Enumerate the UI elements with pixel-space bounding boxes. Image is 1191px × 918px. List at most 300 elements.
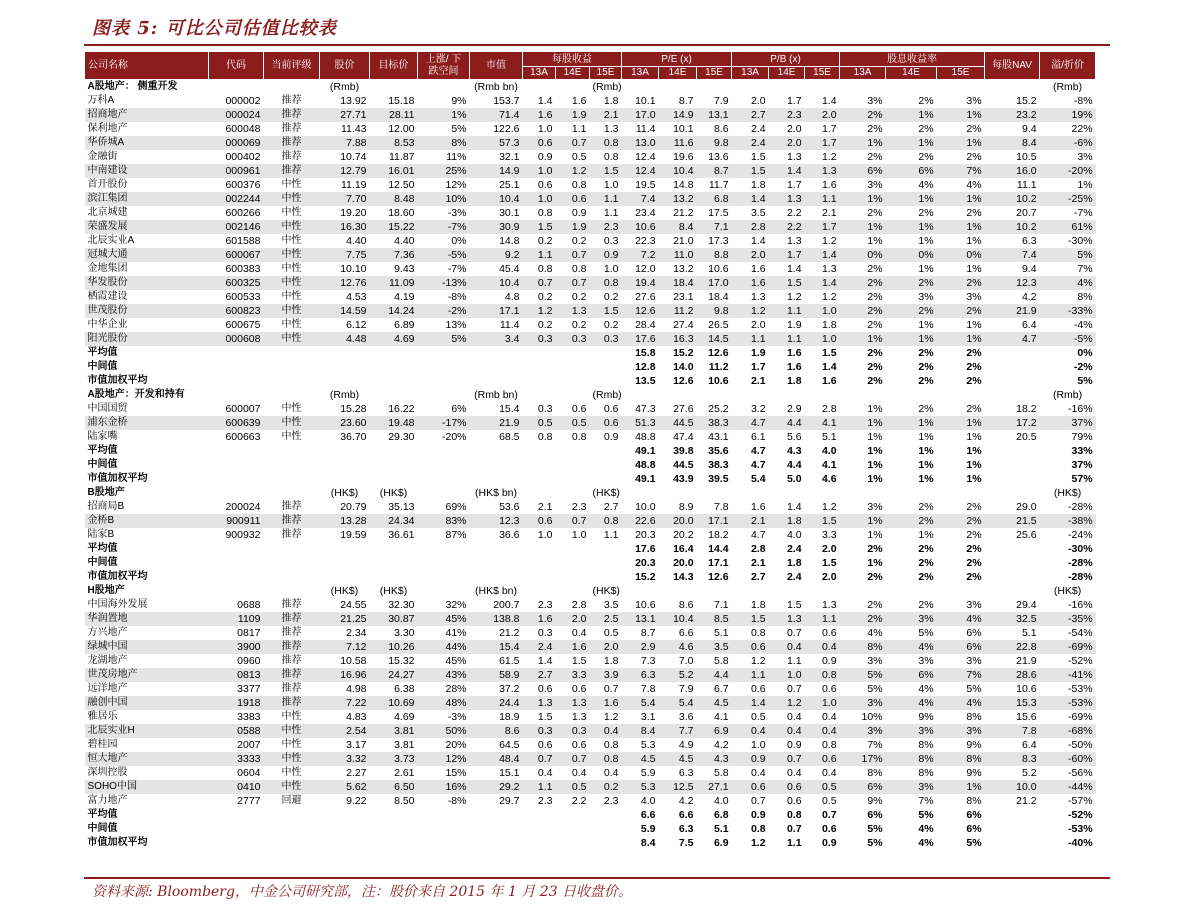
table-cell: 1.2 <box>786 291 802 303</box>
table-cell: 8.7 <box>697 164 732 178</box>
row-label: 陆家B <box>87 529 115 540</box>
table-cell: 中性 <box>264 332 320 346</box>
table-cell: 2% <box>966 543 982 555</box>
table-cell: 1% <box>937 780 985 794</box>
table-cell <box>264 346 320 360</box>
table-cell: 3% <box>937 724 985 738</box>
table-cell: 12.6 <box>708 347 729 359</box>
table-cell: 39.5 <box>708 473 729 485</box>
table-cell: -4% <box>1073 319 1093 331</box>
table-row <box>85 108 1110 122</box>
table-cell: 0.2 <box>603 291 619 303</box>
table-cell: 43.9 <box>673 473 694 485</box>
table-cell: 10.6 <box>635 599 656 611</box>
table-cell: 1.3 <box>556 304 590 318</box>
table-cell: 29.0 <box>1016 501 1037 513</box>
table-cell: 9% <box>451 95 467 107</box>
table-cell: 1.0 <box>537 123 553 135</box>
table-cell: 0.8 <box>537 431 553 443</box>
table-cell: 4.4 <box>697 668 732 682</box>
table-cell: -7% <box>447 263 467 275</box>
table-cell: 10.4 <box>659 164 697 178</box>
table-cell: 22.3 <box>635 235 656 247</box>
table-cell: 0.5 <box>603 627 619 639</box>
table-cell: 18.9 <box>499 711 520 723</box>
row-label: 方兴地产 <box>87 627 128 638</box>
table-cell: 7% <box>867 739 883 751</box>
table-cell: 1.5 <box>750 151 766 163</box>
table-cell: 1% <box>918 319 934 331</box>
table-cell: 2% <box>937 276 985 290</box>
table-cell: 2% <box>966 557 982 569</box>
table-cell: 5% <box>966 683 982 695</box>
table-cell <box>886 584 937 598</box>
table-cell: 4.69 <box>370 332 418 346</box>
table-cell: 1.8 <box>750 599 766 611</box>
col-nav-header: 每股NAV <box>985 52 1040 80</box>
table-cell: 6.8 <box>697 192 732 206</box>
table-cell: 21.9 <box>1016 655 1037 667</box>
table-cell: 36.70 <box>340 431 367 443</box>
table-cell: 6.7 <box>713 683 729 695</box>
table-cell: 5.8 <box>713 767 729 779</box>
table-cell: 9.2 <box>470 248 523 262</box>
table-cell: 2% <box>918 347 934 359</box>
table-cell: -6% <box>1040 136 1096 150</box>
summary-row <box>85 822 1110 836</box>
table-cell: 1918 <box>209 696 264 710</box>
table-cell: 7.75 <box>320 248 370 262</box>
table-cell <box>556 444 590 458</box>
table-cell: 3% <box>966 655 982 667</box>
table-cell: 15.2 <box>673 347 694 359</box>
table-cell: 7.9 <box>678 683 694 695</box>
table-cell: 8.7 <box>640 627 656 639</box>
table-cell: 600383 <box>225 263 261 275</box>
table-cell: 2% <box>918 151 934 163</box>
table-cell: 2% <box>918 403 934 415</box>
section-row <box>85 584 1110 598</box>
table-cell <box>590 472 622 486</box>
table-cell: 推荐 <box>281 627 302 638</box>
table-cell: 14.8 <box>673 179 694 191</box>
table-cell <box>886 80 937 95</box>
table-cell <box>418 346 470 360</box>
table-cell <box>556 346 590 360</box>
table-cell: -53% <box>1040 696 1096 710</box>
table-cell: 1.1 <box>805 612 840 626</box>
table-cell: 1.1 <box>571 123 587 135</box>
table-cell: 37.2 <box>499 683 520 695</box>
table-cell: 6% <box>966 823 982 835</box>
table-cell: 2% <box>840 612 886 626</box>
table-cell <box>659 80 697 95</box>
summary-row <box>85 444 1110 458</box>
table-cell: 39.8 <box>673 445 694 457</box>
table-cell: 1.7 <box>821 123 837 135</box>
table-cell: 44% <box>418 640 470 654</box>
table-cell: 5.1 <box>821 431 837 443</box>
table-row <box>85 696 1110 710</box>
table-cell: 10.2 <box>985 192 1040 206</box>
year-header: 13A <box>622 67 659 80</box>
table-cell: 8.6 <box>678 599 694 611</box>
table-cell: 16% <box>418 780 470 794</box>
table-cell: -17% <box>418 416 470 430</box>
table-cell <box>985 458 1040 472</box>
table-cell: 2.1 <box>590 108 622 122</box>
table-cell: 2% <box>867 291 883 303</box>
table-cell: 33% <box>1071 445 1093 457</box>
table-cell: 13.1 <box>697 108 732 122</box>
table-cell: 13.2 <box>659 192 697 206</box>
table-cell <box>590 458 622 472</box>
table-cell: 3% <box>1077 151 1093 163</box>
table-cell: 4.83 <box>346 711 367 723</box>
table-cell: 7.8 <box>713 501 729 513</box>
col-mktcap-header: 市值 <box>470 52 523 80</box>
table-cell: 0.5 <box>571 151 587 163</box>
table-cell <box>556 808 590 822</box>
table-cell: 0.7 <box>821 809 837 821</box>
table-cell: 5.6 <box>786 431 802 443</box>
table-cell: 1.8 <box>769 514 805 528</box>
table-cell: 15.22 <box>370 220 418 234</box>
table-row <box>85 192 1110 206</box>
table-cell: 7.8 <box>985 724 1040 738</box>
table-cell: 3% <box>867 95 883 107</box>
table-cell: 1.2 <box>556 164 590 178</box>
table-cell: 29.7 <box>499 795 520 807</box>
table-cell: 4.19 <box>394 291 415 303</box>
table-cell: 0.9 <box>821 837 837 849</box>
table-cell: 0.3 <box>590 332 622 346</box>
table-cell: 1.1 <box>523 248 556 262</box>
table-cell <box>209 458 264 472</box>
table-cell <box>418 486 470 500</box>
table-cell: 1% <box>867 473 883 485</box>
table-cell: 29.2 <box>470 780 523 794</box>
table-cell: 4.69 <box>394 711 415 723</box>
table-cell: 11% <box>446 151 467 163</box>
table-cell: 7% <box>937 164 985 178</box>
table-cell: 1.6 <box>821 375 837 387</box>
table-cell: 3333 <box>209 752 264 766</box>
table-cell: 1% <box>918 459 934 471</box>
table-cell: 11.43 <box>341 123 367 135</box>
table-cell: 6.4 <box>1021 739 1037 751</box>
table-cell: 中性 <box>281 235 302 246</box>
table-cell <box>769 486 805 500</box>
table-cell <box>805 584 840 598</box>
table-cell: 2.4 <box>786 571 802 583</box>
table-cell: 16.01 <box>370 164 418 178</box>
table-cell: 5% <box>966 837 982 849</box>
table-cell: 1.6 <box>750 501 766 513</box>
table-cell: 2% <box>918 571 934 583</box>
table-cell: 6.3 <box>1021 235 1037 247</box>
table-cell: 4.7 <box>750 529 766 541</box>
table-cell: 30.87 <box>370 612 418 626</box>
year-header: 15E <box>805 67 840 80</box>
table-cell: 2.3 <box>537 795 553 807</box>
table-cell: 0.6 <box>821 627 837 639</box>
table-cell: 1.4 <box>821 95 837 107</box>
table-cell: 2.3 <box>590 220 622 234</box>
table-cell: 1% <box>418 108 470 122</box>
table-cell: 2% <box>918 123 934 135</box>
table-cell: 3.5 <box>603 599 619 611</box>
table-cell: 0.8 <box>590 136 622 150</box>
col-price-header: 股价 <box>320 52 370 80</box>
table-cell <box>470 458 523 472</box>
row-label: 保利地产 <box>87 123 128 134</box>
table-cell: 10.2 <box>985 220 1040 234</box>
table-cell: 8% <box>1077 291 1093 303</box>
table-cell: 1.4 <box>805 248 840 262</box>
table-body <box>85 80 1110 851</box>
table-cell: 17.5 <box>708 207 729 219</box>
table-cell: 4.2 <box>1021 291 1037 303</box>
table-cell: 0.2 <box>537 319 553 331</box>
row-label: B股地产 <box>87 487 125 498</box>
table-cell: 8% <box>867 767 883 779</box>
table-cell: 4% <box>867 627 883 639</box>
table-cell: 15.3 <box>985 696 1040 710</box>
table-cell: 7.12 <box>320 640 370 654</box>
table-cell: 2% <box>966 571 982 583</box>
table-cell: 20.79 <box>340 501 367 513</box>
table-cell: 153.7 <box>493 95 520 107</box>
table-cell <box>418 80 470 95</box>
table-cell: 17.6 <box>635 543 656 555</box>
table-cell <box>1096 584 1110 598</box>
table-cell: 2.9 <box>622 640 659 654</box>
table-cell: 2.8 <box>571 599 587 611</box>
table-cell: 6% <box>840 780 886 794</box>
table-cell: -53% <box>1068 823 1093 835</box>
table-cell: 2.3 <box>603 795 619 807</box>
table-cell: -35% <box>1040 612 1096 626</box>
table-cell: 推荐 <box>264 514 320 528</box>
table-cell: 0.6 <box>821 683 837 695</box>
table-cell: 2% <box>966 375 982 387</box>
table-cell: 1.5 <box>590 164 622 178</box>
table-cell <box>370 388 418 402</box>
table-cell <box>320 556 370 570</box>
table-cell <box>209 472 264 486</box>
table-cell: 0.8 <box>537 207 553 219</box>
table-cell: 1% <box>918 431 934 443</box>
table-cell <box>370 822 418 836</box>
table-cell: 4.4 <box>786 459 802 471</box>
table-cell <box>697 486 732 500</box>
table-cell: (Rmb) <box>592 389 622 401</box>
table-cell: 0.7 <box>556 136 590 150</box>
table-row <box>85 668 1110 682</box>
table-cell: 19.59 <box>340 529 367 541</box>
row-label: 中国海外发展 <box>87 599 148 610</box>
table-cell: 0410 <box>209 780 264 794</box>
table-cell: 0.9 <box>732 752 769 766</box>
row-label: 市值加权平均 <box>87 375 148 386</box>
table-cell: 1.3 <box>750 291 766 303</box>
table-cell: 3900 <box>209 640 264 654</box>
summary-row <box>85 556 1110 570</box>
table-row <box>85 598 1110 612</box>
table-cell: 2% <box>918 361 934 373</box>
year-header: 13A <box>523 67 556 80</box>
table-cell: 1% <box>886 220 937 234</box>
row-label: 首开股份 <box>87 179 128 190</box>
table-cell <box>418 388 470 402</box>
row-label: H股地产 <box>87 585 125 596</box>
table-cell: 13.92 <box>340 95 367 107</box>
table-cell: 1.3 <box>556 696 590 710</box>
table-cell <box>1096 486 1110 500</box>
table-cell: 2.3 <box>769 108 805 122</box>
table-cell <box>470 374 523 388</box>
table-cell: 7.4 <box>622 192 659 206</box>
table-cell: 0.4 <box>603 767 619 779</box>
table-cell: 0.4 <box>571 767 587 779</box>
table-cell <box>264 570 320 584</box>
table-cell: 600823 <box>209 304 264 318</box>
table-cell: 8.4 <box>640 837 656 849</box>
table-cell <box>418 584 470 598</box>
table-cell: 3.4 <box>470 332 523 346</box>
table-cell: 推荐 <box>264 108 320 122</box>
table-cell: 4.5 <box>697 696 732 710</box>
table-cell: 600533 <box>225 291 261 303</box>
table-cell: 推荐 <box>264 136 320 150</box>
table-cell: 2.2 <box>786 207 802 219</box>
row-label: 中间值 <box>87 459 118 470</box>
table-cell: 32.1 <box>499 151 520 163</box>
table-cell: 1.5 <box>732 164 769 178</box>
table-cell: 4.5 <box>622 752 659 766</box>
table-cell: 45.4 <box>499 263 520 275</box>
table-cell: 1% <box>918 263 934 275</box>
table-cell: 中性 <box>281 767 302 778</box>
table-cell <box>320 346 370 360</box>
row-label: 融创中国 <box>85 696 209 710</box>
table-cell: 2.0 <box>769 136 805 150</box>
table-cell: 0.3 <box>603 235 619 247</box>
table-cell: 17.1 <box>470 304 523 318</box>
table-cell: (Rmb) <box>1052 81 1083 93</box>
table-cell: 1.6 <box>523 612 556 626</box>
table-cell: 14.5 <box>697 332 732 346</box>
table-cell: 1.8 <box>786 375 802 387</box>
table-cell: 2.1 <box>750 557 766 569</box>
row-label: 世茂房地产 <box>85 668 209 682</box>
table-cell: 11.2 <box>659 304 697 318</box>
table-cell: 10.58 <box>340 655 367 667</box>
table-cell: 0.3 <box>537 627 553 639</box>
table-cell: 0.8 <box>786 809 802 821</box>
table-cell: 12.6 <box>708 571 729 583</box>
table-cell: 9.8 <box>697 136 732 150</box>
table-cell: 0.9 <box>603 431 619 443</box>
table-cell: 推荐 <box>281 501 302 512</box>
table-cell: 20.5 <box>1016 431 1037 443</box>
table-cell: 0.3 <box>556 332 590 346</box>
table-cell: 4% <box>1040 276 1096 290</box>
table-cell: 9% <box>966 767 982 779</box>
table-cell: 14.59 <box>320 304 370 318</box>
table-cell: 中性 <box>264 780 320 794</box>
table-cell: 0.5 <box>523 416 556 430</box>
table-cell: 9.22 <box>346 795 367 807</box>
table-cell: 1.5 <box>805 514 840 528</box>
table-cell: 1% <box>966 319 982 331</box>
table-cell: 2% <box>867 151 883 163</box>
table-cell: 3383 <box>237 711 261 723</box>
table-cell: 4.53 <box>346 291 367 303</box>
table-cell: 10.1 <box>673 123 694 135</box>
table-cell: 9% <box>966 739 982 751</box>
table-cell <box>264 556 320 570</box>
table-cell <box>320 822 370 836</box>
table-cell: 12.3 <box>470 514 523 528</box>
table-cell <box>264 374 320 388</box>
table-cell <box>556 388 590 402</box>
table-cell: 1.8 <box>821 319 837 331</box>
table-cell: 6% <box>966 627 982 639</box>
table-cell: 12% <box>418 752 470 766</box>
table-cell: 3.3 <box>821 529 837 541</box>
table-cell <box>523 542 556 556</box>
table-cell: 14.8 <box>499 235 520 247</box>
table-cell: 2% <box>867 599 883 611</box>
table-cell: 2.0 <box>750 95 766 107</box>
table-cell: -54% <box>1068 627 1093 639</box>
table-cell: 1.0 <box>603 263 619 275</box>
table-cell: 10.69 <box>370 696 418 710</box>
row-label: 北辰实业H <box>85 724 209 738</box>
table-cell: 1.6 <box>523 108 556 122</box>
table-cell: 0.7 <box>523 276 556 290</box>
table-cell: 4% <box>918 837 934 849</box>
table-cell: 中性 <box>281 739 302 750</box>
table-cell: (HK$) <box>379 487 408 499</box>
table-cell: (Rmb) <box>1052 389 1083 401</box>
table-cell <box>840 80 886 95</box>
table-cell: 4.4 <box>769 416 805 430</box>
table-cell <box>659 584 697 598</box>
table-cell: 45% <box>445 655 467 667</box>
table-cell: 6% <box>867 809 883 821</box>
table-cell: 21.2 <box>499 627 520 639</box>
table-cell: -5% <box>418 248 470 262</box>
table-cell: (HK$ bn) <box>474 487 517 499</box>
table-cell: 43.1 <box>708 431 729 443</box>
table-cell <box>418 556 470 570</box>
table-cell: 6.8 <box>713 809 729 821</box>
table-cell: 2% <box>867 263 883 275</box>
table-cell: 000069 <box>209 136 264 150</box>
table-cell <box>418 836 470 850</box>
table-cell: 20% <box>445 739 467 751</box>
table-cell: 2% <box>918 557 934 569</box>
table-cell: 44.5 <box>673 459 694 471</box>
table-cell <box>470 808 523 822</box>
table-cell: 10.10 <box>340 263 367 275</box>
table-cell: 4% <box>918 683 934 695</box>
table-cell: 2% <box>840 108 886 122</box>
table-cell: 13.5 <box>635 375 656 387</box>
